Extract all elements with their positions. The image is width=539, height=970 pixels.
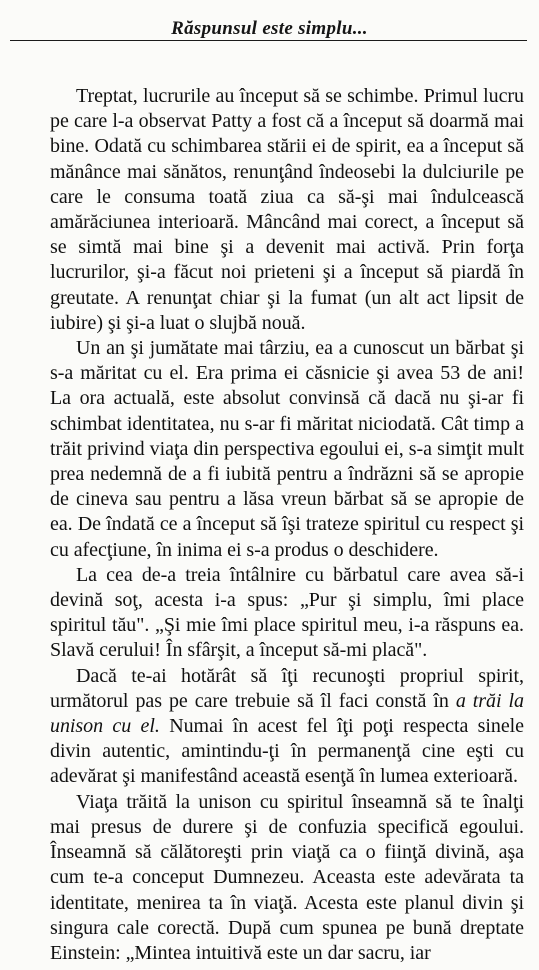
paragraph-1: Treptat, lucrurile au început să se schimbe. Primul lucru pe care l-a observat Patty a fost că a început să doarmă mai bine. Odată cu schimbarea stării ei de spirit, ea a început să mănânce mai sănătos, renunţând îndeosebi la dulciurile pe care le consuma toată ziua ca să-şi mai îndulcească amărăciunea interioară. Mâncând mai corect, a început să se simtă mai bine şi a devenit mai activă. Prin forţa lucrurilor, şi-a făcut noi prieteni şi a început să piardă în greutate. A renunţat chiar şi la fumat (un alt act lipsit de iubire) şi şi-a luat o slujbă nouă.	[50, 85, 524, 334]
body-text	[50, 84, 524, 966]
paragraph-3: La cea de-a treia întâlnire cu bărbatul care avea să-i devină soţ, acesta i-a spus: „Pur şi simplu, îmi place spiritul tău". „Şi mie îmi place spiritul meu, i-a răspuns ea. Slavă cerului! În sfârşit, a început să-mi placă".	[50, 563, 524, 662]
paragraph-4	[50, 664, 524, 790]
paragraph-4-text-after: Numai în acest fel îţi poţi respecta sinele divin autentic, amintindu-ţi în permanenţă cine eşti cu adevărat şi manifestând această esenţă în lumea exterioară.	[50, 715, 524, 788]
header-rule	[10, 40, 527, 41]
paragraph-4-emphasis: a trăi la unison cu el.	[50, 689, 524, 738]
running-title: Răspunsul este simplu...	[171, 18, 368, 39]
paragraph-4-text-before: Dacă te-ai hotărât să îţi recunoşti propriul spirit, următorul pas pe care trebuie să îl faci constă în	[50, 664, 524, 712]
paragraph-5: Viaţa trăită la unison cu spiritul înseamnă să te înalţi mai presus de durere şi de confuzia specifică egoului. Înseamnă să călătoreşti prin viaţă ca o fiinţă divină, aşa cum te-a conceput Dumnezeu. Aceasta este adevărata ta identitate, menirea ta în viaţă. Acesta este planul divin şi singura cale corectă. După cum spunea pe bună dreptate Einstein: „Mintea intuitivă este un dar sacru, iar	[50, 790, 524, 964]
running-header	[0, 18, 539, 40]
paragraph-2: Un an şi jumătate mai târziu, ea a cunoscut un bărbat şi s-a măritat cu el. Era prima ei căsnicie şi avea 53 de ani! La ora actuală, este absolut convinsă că dacă nu şi-ar fi schimbat identitatea, nu s-ar fi măritat niciodată. Cât timp a trăit privind viaţa din perspectiva egoului ei, s-a simţit mult prea nedemnă de a fi iubită pentru a îndrăzni să se apropie de cineva sau pentru a lăsa vreun bărbat să se apropie de ea. De îndată ce a început să îşi trateze spiritul cu respect şi cu afecţiune, în inima ei s-a produs o deschidere.	[50, 337, 524, 561]
